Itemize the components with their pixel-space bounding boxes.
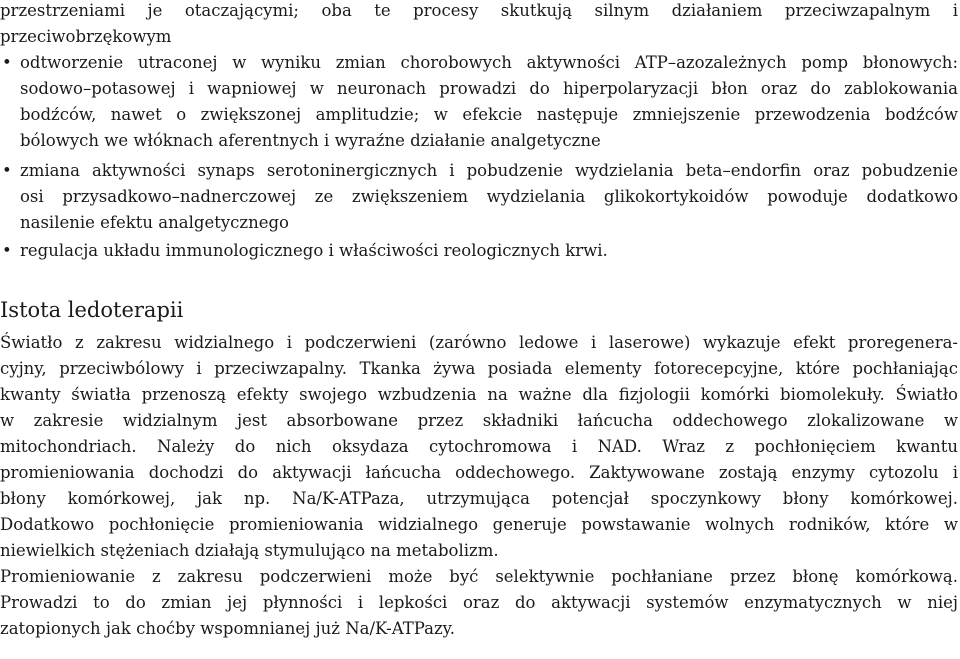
text-line: kwanty światła przenoszą efekty swojego wzbudzenia na ważne dla fizjologii komórki biomolekuły. Światło: [0, 385, 958, 404]
text-line: bólowych we włóknach aferentnych i wyraźne działanie analgetyczne: [20, 131, 601, 150]
section-heading: Istota ledoterapii: [0, 298, 184, 322]
text-line: bodźców, nawet o zwiększonej amplitudzie; w efekcie następuje zmniejszenie przewodzenia bodźców: [20, 105, 958, 124]
bullet-item-line: • zmiana aktywności synaps serotoninergicznych i pobudzenie wydzielania beta–endorfin oraz pobudzenie: [0, 158, 958, 184]
text-line: przestrzeniami je otaczającymi; oba te procesy skutkują silnym działaniem przeciwzapalnym i: [0, 1, 958, 20]
text-line: cyjny, przeciwbólowy i przeciwzapalny. Tkanka żywa posiada elementy fotorecepcyjne, które pochłaniając: [0, 359, 958, 378]
text-line: Dodatkowo pochłonięcie promieniowania widzialnego generuje powstawanie wolnych rodników, które w: [0, 515, 958, 534]
text-line: niewielkich stężeniach działają stymulująco na metabolizm.: [0, 541, 499, 560]
text-line: błony komórkowej, jak np. Na/K-ATPaza, utrzymująca potencjał spoczynkowy błony komórkowej.: [0, 489, 958, 508]
text-line: w zakresie widzialnym jest absorbowane przez składniki łańcucha oddechowego zlokalizowane w: [0, 411, 958, 430]
text-line: Promieniowanie z zakresu podczerwieni może być selektywnie pochłaniane przez błonę komórkową.: [0, 567, 958, 586]
bullet-item-line: • regulacja układu immunologicznego i właściwości reologicznych krwi.: [0, 238, 608, 264]
text-line: zatopionych jak choćby wspomnianej już Na/K-ATPazy.: [0, 619, 456, 638]
text-line: promieniowania dochodzi do aktywacji łańcucha oddechowego. Zaktywowane zostają enzymy cytozolu i: [0, 463, 958, 482]
text-line: Światło z zakresu widzialnego i podczerwieni (zarówno ledowe i laserowe) wykazuje efekt proregenera-: [0, 333, 958, 352]
text-line: przeciwobrzękowym: [0, 27, 172, 46]
text-line: osi przysadkowo–nadnerczowej ze zwiększeniem wydzielania glikokortykoidów powoduje dodatkowo: [20, 187, 958, 206]
text-line: Prowadzi to do zmian jej płynności i lepkości oraz do aktywacji systemów enzymatycznych w niej: [0, 593, 958, 612]
text-line: mitochondriach. Należy do nich oksydaza cytochromowa i NAD. Wraz z pochłonięciem kwantu: [0, 437, 958, 456]
text-line: nasilenie efektu analgetycznego: [20, 213, 289, 232]
text-line: sodowo–potasowej i wapniowej w neuronach prowadzi do hiperpolaryzacji błon oraz do zablokowania: [20, 79, 958, 98]
bullet-item-line: • odtworzenie utraconej w wyniku zmian chorobowych aktywności ATP–azozależnych pomp błonowych:: [0, 50, 958, 76]
